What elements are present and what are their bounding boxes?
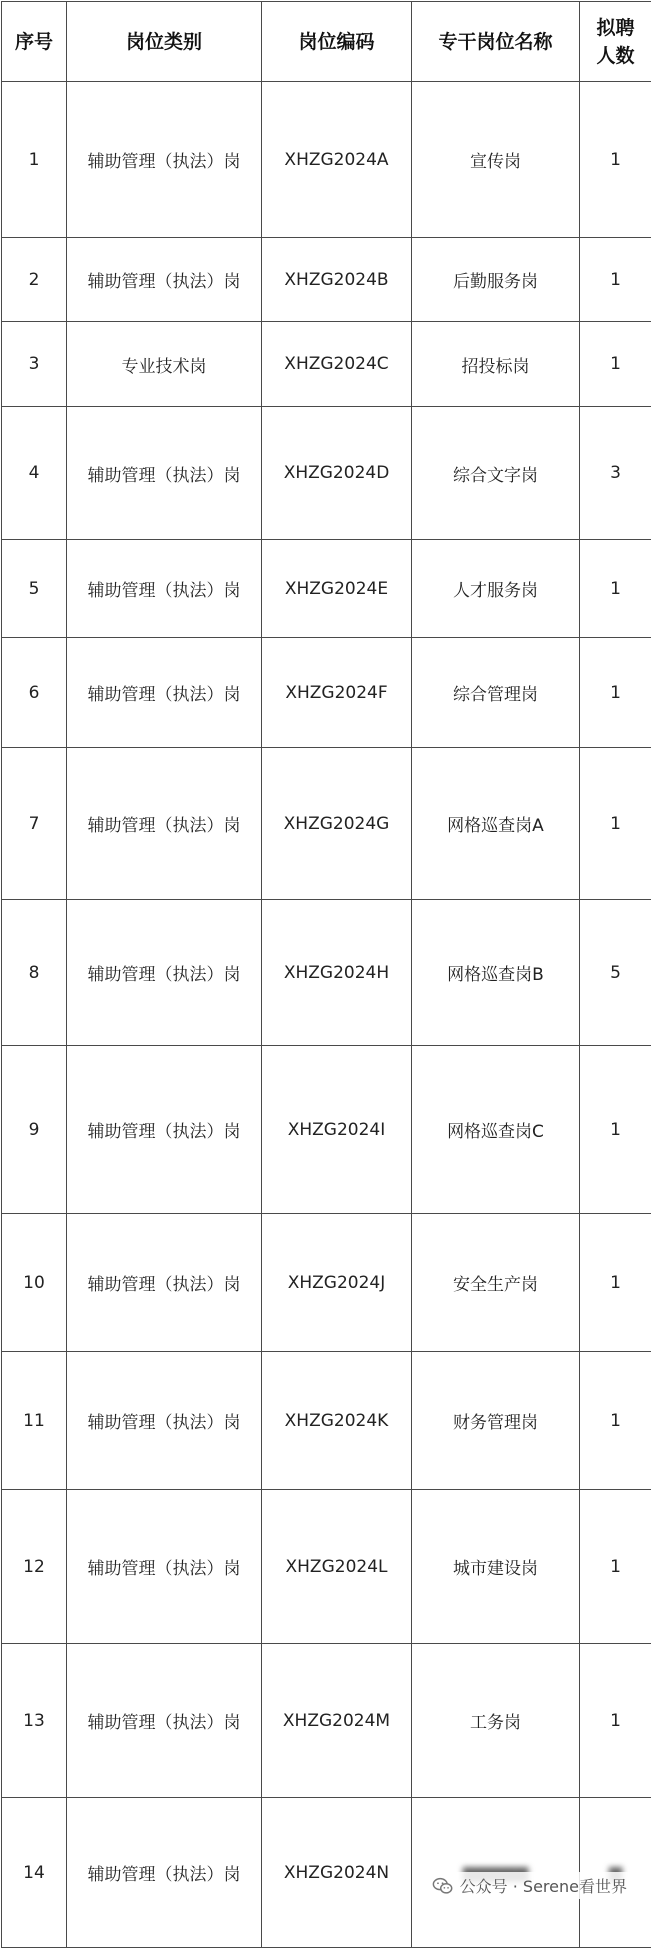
cell-code: XHZG2024A — [262, 82, 412, 238]
cell-category: 辅助管理（执法）岗 — [67, 748, 262, 900]
header-name: 专干岗位名称 — [412, 2, 580, 82]
cell-code: XHZG2024M — [262, 1644, 412, 1798]
cell-no: 11 — [2, 1352, 67, 1490]
table-row — [2, 748, 651, 900]
cell-name: 宣传岗 — [412, 82, 580, 238]
cell-no: 2 — [2, 238, 67, 322]
table-row — [2, 238, 651, 322]
table-row — [2, 322, 651, 407]
watermark-text: 公众号 · Serene看世界 — [460, 1874, 627, 1897]
cell-name: 网格巡查岗C — [412, 1046, 580, 1214]
cell-count: 1 — [580, 748, 651, 900]
table-row — [2, 900, 651, 1046]
cell-category: 辅助管理（执法）岗 — [67, 82, 262, 238]
cell-category: 辅助管理（执法）岗 — [67, 638, 262, 748]
cell-count: 5 — [580, 900, 651, 1046]
cell-category: 辅助管理（执法）岗 — [67, 1214, 262, 1352]
cell-category: 辅助管理（执法）岗 — [67, 1798, 262, 1948]
cell-category: 辅助管理（执法）岗 — [67, 540, 262, 638]
cell-code: XHZG2024D — [262, 407, 412, 540]
cell-name: 财务管理岗 — [412, 1352, 580, 1490]
header-no: 序号 — [2, 2, 67, 82]
cell-name: 安全生产岗 — [412, 1214, 580, 1352]
cell-code: XHZG2024F — [262, 638, 412, 748]
cell-category: 辅助管理（执法）岗 — [67, 238, 262, 322]
cell-name: 综合文字岗 — [412, 407, 580, 540]
cell-name: 后勤服务岗 — [412, 238, 580, 322]
cell-no: 14 — [2, 1798, 67, 1948]
cell-name: 综合管理岗 — [412, 638, 580, 748]
cell-name: 网格巡查岗B — [412, 900, 580, 1046]
cell-count: 1 — [580, 638, 651, 748]
cell-category: 辅助管理（执法）岗 — [67, 1352, 262, 1490]
cell-name: 城市建设岗 — [412, 1490, 580, 1644]
cell-no: 4 — [2, 407, 67, 540]
table-row — [2, 82, 651, 238]
cell-no: 13 — [2, 1644, 67, 1798]
cell-name: 工务岗 — [412, 1644, 580, 1798]
table-row — [2, 1352, 651, 1490]
header-count: 拟聘人数 — [580, 2, 651, 82]
cell-code: XHZG2024K — [262, 1352, 412, 1490]
cell-name: 人才服务岗 — [412, 540, 580, 638]
cell-count: 1 — [580, 1214, 651, 1352]
cell-no: 6 — [2, 638, 67, 748]
cell-code: XHZG2024L — [262, 1490, 412, 1644]
table-row — [2, 540, 651, 638]
table-row — [2, 638, 651, 748]
table-row — [2, 1644, 651, 1798]
table-body — [2, 82, 651, 1948]
cell-no: 7 — [2, 748, 67, 900]
table-row — [2, 1046, 651, 1214]
cell-category: 辅助管理（执法）岗 — [67, 900, 262, 1046]
cell-code: XHZG2024E — [262, 540, 412, 638]
cell-category: 专业技术岗 — [67, 322, 262, 407]
cell-no: 10 — [2, 1214, 67, 1352]
cell-code: XHZG2024B — [262, 238, 412, 322]
table-header-row — [2, 2, 651, 82]
header-code: 岗位编码 — [262, 2, 412, 82]
table-row — [2, 1490, 651, 1644]
cell-count: 1 — [580, 1490, 651, 1644]
cell-no: 8 — [2, 900, 67, 1046]
cell-code: XHZG2024G — [262, 748, 412, 900]
cell-count: 1 — [580, 1046, 651, 1214]
cell-category: 辅助管理（执法）岗 — [67, 1490, 262, 1644]
cell-category: 辅助管理（执法）岗 — [67, 407, 262, 540]
cell-count: 3 — [580, 407, 651, 540]
cell-count: 1 — [580, 238, 651, 322]
cell-code: XHZG2024N — [262, 1798, 412, 1948]
table-row — [2, 1214, 651, 1352]
cell-no: 1 — [2, 82, 67, 238]
watermark — [426, 1872, 633, 1899]
cell-code: XHZG2024I — [262, 1046, 412, 1214]
cell-no: 12 — [2, 1490, 67, 1644]
cell-name: 招投标岗 — [412, 322, 580, 407]
cell-no: 3 — [2, 322, 67, 407]
wechat-icon — [432, 1875, 454, 1897]
cell-count: 1 — [580, 540, 651, 638]
header-category: 岗位类别 — [67, 2, 262, 82]
cell-code: XHZG2024J — [262, 1214, 412, 1352]
cell-count: 1 — [580, 82, 651, 238]
cell-category: 辅助管理（执法）岗 — [67, 1644, 262, 1798]
cell-category: 辅助管理（执法）岗 — [67, 1046, 262, 1214]
cell-name: 网格巡查岗A — [412, 748, 580, 900]
cell-count: 1 — [580, 322, 651, 407]
cell-no: 5 — [2, 540, 67, 638]
cell-count: 1 — [580, 1644, 651, 1798]
cell-code: XHZG2024C — [262, 322, 412, 407]
cell-no: 9 — [2, 1046, 67, 1214]
table-row — [2, 407, 651, 540]
cell-count: 1 — [580, 1352, 651, 1490]
cell-code: XHZG2024H — [262, 900, 412, 1046]
positions-table — [1, 1, 651, 1948]
